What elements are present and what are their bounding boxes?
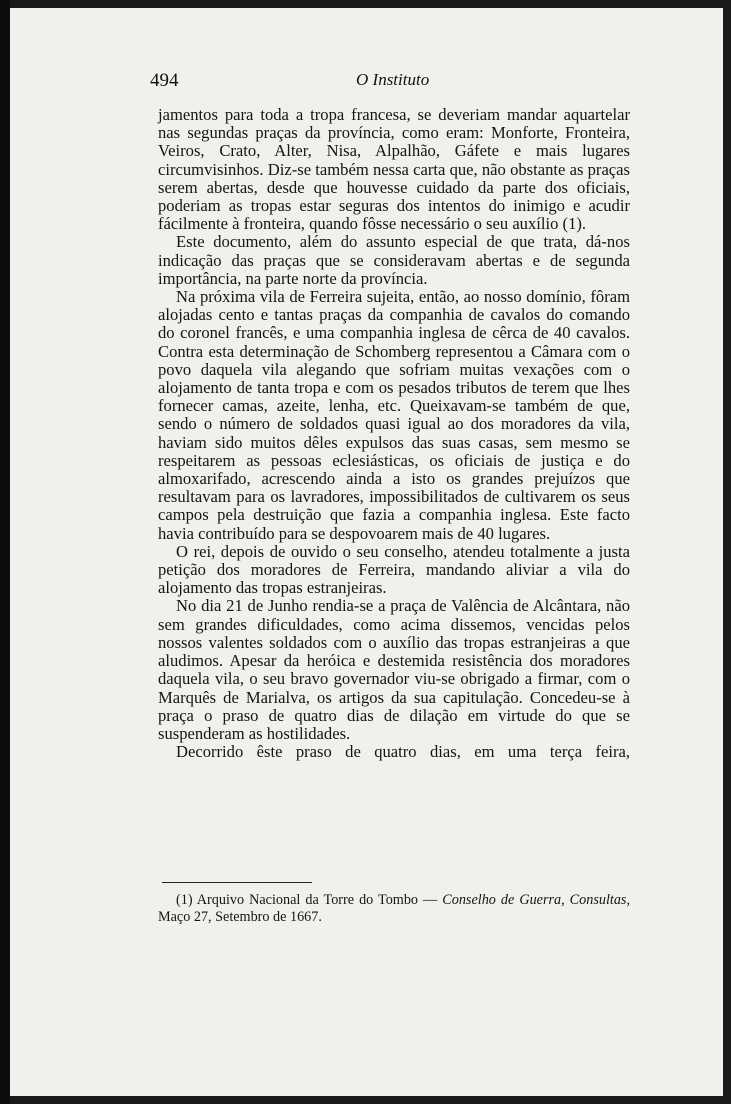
page-number: 494 bbox=[150, 70, 179, 91]
paragraph: Decorrido êste praso de quatro dias, em uma terça feira, bbox=[176, 742, 630, 762]
page-header bbox=[150, 70, 630, 94]
footnote bbox=[158, 892, 630, 926]
footnote-tail: Maço 27, Setembro de 1667. bbox=[158, 909, 322, 925]
paragraph: Este documento, além do assunto especial de que trata, dá-nos indicação das praças que se consideravam abertas e de segunda importância, na parte norte da província. bbox=[158, 232, 630, 288]
paragraph: No dia 21 de Junho rendia-se a praça de Valência de Alcântara, não sem grandes dificuldades, como acima dissemos, vencidas pelos nossos valentes soldados com o auxílio das tropas estranjeiras a que aludimos. Apesar da heróica e destemida resistência dos moradores daquela vila, o seu bravo governador viu-se obrigado a firmar, com o Marquês de Marialva, os artigos da sua capitulação. Concedeu-se à praça o praso de quatro dias de dilação em virtude do que se suspenderam as hostilidades. bbox=[158, 596, 630, 743]
running-title: O Instituto bbox=[356, 70, 430, 89]
scan-border bbox=[0, 0, 10, 1104]
footnote-source: Conselho de Guerra, Consultas, bbox=[442, 892, 630, 908]
paragraph: Na próxima vila de Ferreira sujeita, então, ao nosso domínio, fôram alojadas cento e tantas praças da companhia de cavalos do comando do coronel francês, e uma companhia inglesa de cêrca de 40 cavalos. Contra esta determinação de Schomberg representou a Câmara com o povo daquela vila alegando que sofriam muitas vexações com o alojamento de tanta tropa e com os pesados tributos de terem que lhes fornecer camas, azeite, lenha, etc. Queixavam-se também de que, sendo o número de soldados quasi igual ao dos moradores da vila, haviam sido muitos dêles expulsos das suas casas, sem mesmo se respeitarem as pessoas eclesiásticas, os oficiais de justiça e do almoxarifado, acrescendo ainda a isto os grandes prejuízos que resultavam para os lavradores, impossibilitados de cultivarem os seus campos pela destruição que fazia a companhia inglesa. Este facto havia contribuído para se despovoarem mais de 40 lugares. bbox=[158, 287, 630, 543]
paragraph: O rei, depois de ouvido o seu conselho, atendeu totalmente a justa petição dos moradores de Ferreira, mandando aliviar a vila do alojamento das tropas estranjeiras. bbox=[158, 541, 630, 598]
footnote-divider bbox=[162, 882, 312, 883]
footnote-text: Arquivo Nacional da Torre do Tombo — bbox=[196, 892, 438, 908]
body-text bbox=[158, 106, 630, 761]
footnote-marker: (1) bbox=[176, 892, 193, 908]
paragraph: jamentos para toda a tropa francesa, se deveriam mandar aquartelar nas segundas praças da província, como eram: Monforte, Fronteira, Veiros, Crato, Alter, Nisa, Alpalhão, Gáfete e mais lugares circumvisinhos. Diz-se também nessa carta que, não obstante as praças serem abertas, desde que houvesse cuidado da parte dos oficiais, poderiam as tropas estar seguras dos intentos do inimigo e acudir fácilmente à fronteira, quando fôsse necessário o seu auxílio (1). bbox=[158, 105, 630, 234]
